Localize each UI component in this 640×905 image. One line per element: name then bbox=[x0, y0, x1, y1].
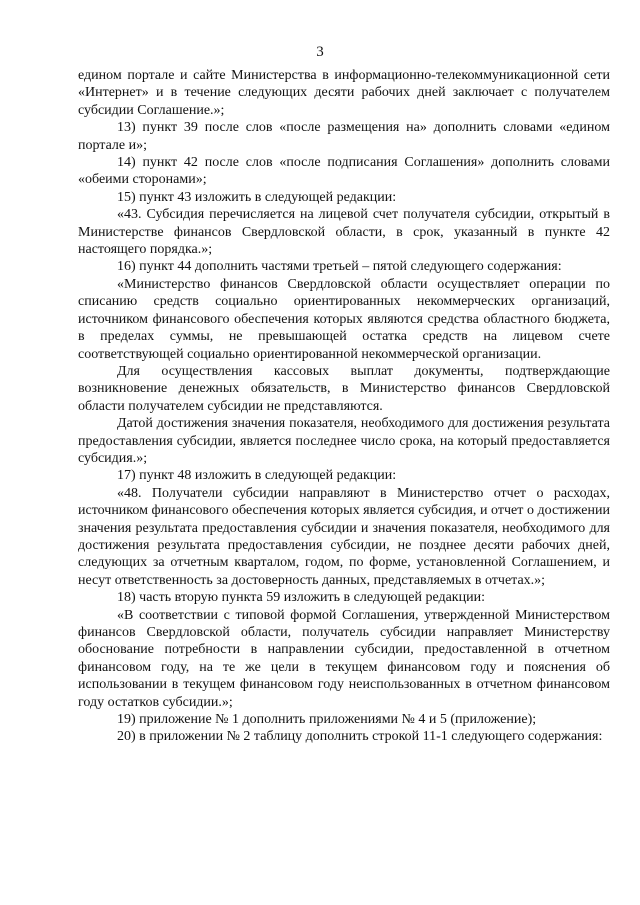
page-number: 3 bbox=[316, 44, 324, 60]
paragraph-item-17: 17) пункт 48 изложить в следующей редакции: bbox=[117, 468, 397, 484]
paragraph-item-16: 16) пункт 44 дополнить частями третьей – пятой следующего содержания: bbox=[117, 259, 562, 275]
paragraph-clause-44-part-3: «Министерство финансов Свердловской области осуществляет операции по списанию средств социально ориентированных некоммерческих организаций, источником финансового обеспечения которых являются средства областного бюджета, в пределах суммы, не превышающей остатка средств на лицевом счете соответствующей социально ориентированной некоммерческой организации. bbox=[78, 276, 610, 362]
paragraph-item-13: 13) пункт 39 после слов «после размещения на» дополнить словами «едином портале и»; bbox=[78, 120, 610, 153]
paragraph-item-18: 18) часть вторую пункта 59 изложить в следующей редакции: bbox=[117, 590, 485, 606]
paragraph-clause-43: «43. Субсидия перечисляется на лицевой счет получателя субсидии, открытый в Министерстве финансов Свердловской области, в срок, указанный в пункте 42 настоящего порядка.»; bbox=[78, 207, 610, 258]
paragraph-clause-44-part-4: Для осуществления кассовых выплат документы, подтверждающие возникновение денежных обязательств, в Министерство финансов Свердловской области получателем субсидии не представляются. bbox=[78, 363, 610, 414]
paragraph-item-20: 20) в приложении № 2 таблицу дополнить строкой 11-1 следующего содержания: bbox=[117, 729, 603, 745]
paragraph-clause-48: «48. Получатели субсидии направляют в Министерство отчет о расходах, источником финансового обеспечения которых является субсидия, и отчет о достижении значения результата предоставления субсидии и значения показателя, необходимого для достижения результата предоставления субсидии, не позднее десяти рабочих дней, следующих за отчетным кварталом, годом, по форме, установленной Соглашением, и несут ответственность за достоверность данных, представляемых в отчетах.»; bbox=[78, 485, 610, 588]
paragraph-clause-59: «В соответствии с типовой формой Соглашения, утвержденной Министерством финансов Свердловской области, получатель субсидии направляет Министерству обоснование потребности в направлении субсидии, предоставленной в отчетном финансовом году, на те же цели в текущем финансовом году и пояснения об использовании в текущем финансовом году неиспользованных в отчетном финансовом году остатков субсидии.»; bbox=[78, 607, 610, 710]
paragraph-item-19: 19) приложение № 1 дополнить приложениями № 4 и 5 (приложение); bbox=[117, 712, 537, 728]
paragraph-continuation: едином портале и сайте Министерства в информационно-телекоммуникационной сети «Интернет» и в течение следующих десяти рабочих дней заключает с получателем субсидии Соглашение.»; bbox=[78, 68, 610, 118]
paragraph-item-14: 14) пункт 42 после слов «после подписания Соглашения» дополнить словами «обеими сторонами»; bbox=[78, 155, 610, 188]
paragraph-clause-44-part-5: Датой достижения значения показателя, необходимого для достижения результата предоставления субсидии, является последнее число срока, на который предоставляется субсидия.»; bbox=[78, 416, 610, 466]
document-body bbox=[78, 67, 610, 746]
paragraph-item-15: 15) пункт 43 изложить в следующей редакции: bbox=[117, 189, 397, 205]
